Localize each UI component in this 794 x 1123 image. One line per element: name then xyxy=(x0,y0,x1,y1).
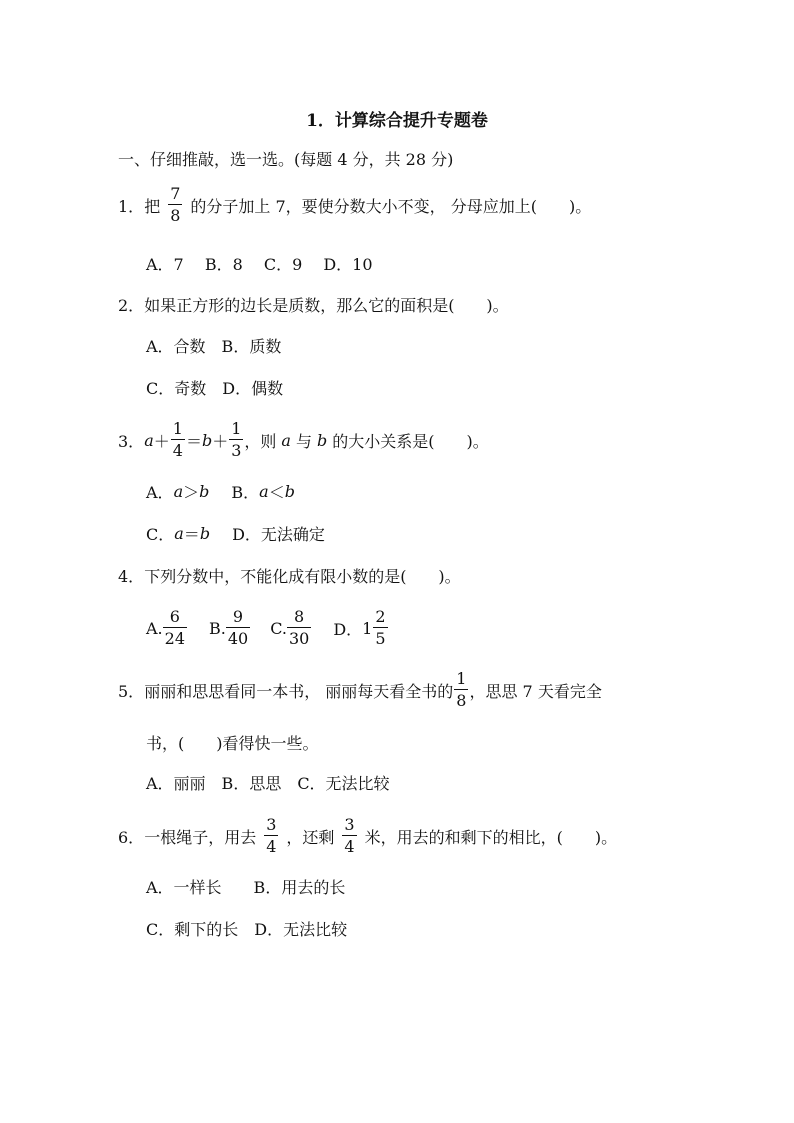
fraction xyxy=(454,671,468,709)
question-text: 的大小关系是( )。 xyxy=(332,431,489,451)
question-2 xyxy=(118,289,509,319)
question-text: ，还剩 xyxy=(286,827,335,847)
numerator: 1 xyxy=(172,419,183,438)
question-text: 如果正方形的边长是质数，那么它的面积是( )。 xyxy=(144,295,509,315)
plus-sign: ＋ xyxy=(212,431,229,451)
question-2-options-row-1: A．合数 B．质数 xyxy=(146,336,282,356)
denominator: 3 xyxy=(231,441,242,460)
option-label: A． xyxy=(146,482,174,502)
denominator: 30 xyxy=(288,629,310,648)
denominator: 24 xyxy=(164,629,185,648)
equals-sign: ＝ xyxy=(185,431,202,451)
variable-b: b xyxy=(199,481,210,501)
fraction xyxy=(287,609,311,647)
section-heading: 一、仔细推敲，选一选。(每题 4 分，共 28 分) xyxy=(118,149,454,169)
denominator: 4 xyxy=(172,441,183,460)
option-label: A. xyxy=(146,618,163,638)
question-text: 米，用去的和剩下的相比，( )。 xyxy=(364,827,618,847)
variable-b: b xyxy=(316,430,328,450)
fraction xyxy=(229,421,243,459)
whole-number: 1 xyxy=(362,618,373,638)
numerator: 9 xyxy=(232,607,244,626)
question-number: 6． xyxy=(118,827,145,847)
question-5-options: A．丽丽 B．思思 C．无法比较 xyxy=(146,773,390,793)
question-text: 一根绳子，用去 xyxy=(144,827,257,847)
question-1 xyxy=(118,182,591,228)
question-1-options: A．7 B．8 C．9 D．10 xyxy=(146,254,373,274)
numerator: 3 xyxy=(266,815,277,834)
numerator: 2 xyxy=(375,607,386,626)
question-4-options xyxy=(146,605,388,651)
question-text: 把 xyxy=(144,196,161,216)
variable-b: b xyxy=(201,430,213,450)
question-5 xyxy=(118,667,602,713)
option-label: C. xyxy=(270,618,287,638)
fraction xyxy=(171,421,185,459)
denominator: 5 xyxy=(375,629,386,648)
fraction xyxy=(264,817,278,855)
question-6-options-row-1: A．一样长 B．用去的长 xyxy=(146,877,346,897)
plus-sign: ＋ xyxy=(153,431,170,451)
question-number: 4． xyxy=(118,566,145,586)
question-text: 与 xyxy=(295,431,312,451)
variable-a: a xyxy=(259,481,269,501)
question-3-options-row-2 xyxy=(146,518,325,548)
question-text: ，思思 7 天看完全 xyxy=(469,681,602,701)
option-label: D． xyxy=(333,619,363,639)
numerator: 1 xyxy=(231,419,242,438)
question-4 xyxy=(118,560,461,590)
numerator: 6 xyxy=(169,607,180,626)
question-number: 1． xyxy=(118,196,145,216)
question-number: 3． xyxy=(118,431,145,451)
question-number: 5． xyxy=(118,681,145,701)
question-3-options-row-1 xyxy=(146,476,295,506)
option-text: D．无法确定 xyxy=(232,524,325,544)
page-title: 1．计算综合提升专题卷 xyxy=(306,111,488,131)
question-2-options-row-2: C．奇数 D．偶数 xyxy=(146,378,284,398)
fraction xyxy=(163,609,187,647)
denominator: 8 xyxy=(456,691,467,710)
variable-a: a xyxy=(174,523,184,543)
variable-b: b xyxy=(284,481,295,501)
question-text: 的分子加上 7，要使分数大小不变， 分母应加上( )。 xyxy=(190,196,592,216)
denominator: 40 xyxy=(227,629,249,648)
fraction xyxy=(226,609,250,647)
question-text: 下列分数中，不能化成有限小数的是( )。 xyxy=(144,566,461,586)
denominator: 4 xyxy=(344,837,355,856)
denominator: 8 xyxy=(170,206,181,225)
option-label: B． xyxy=(231,482,260,502)
variable-a: a xyxy=(173,481,184,501)
numerator: 8 xyxy=(294,607,305,626)
denominator: 4 xyxy=(266,837,277,856)
question-text: 丽丽和思思看同一本书， 丽丽每天看全书的 xyxy=(144,681,454,701)
fraction xyxy=(373,609,387,647)
comparison-sign: ＜ xyxy=(268,482,285,502)
numerator: 7 xyxy=(170,184,181,203)
question-5-continuation: 书，( )看得快一些。 xyxy=(146,733,319,753)
question-number: 2． xyxy=(118,295,145,315)
numerator: 1 xyxy=(456,669,467,688)
option-label: B. xyxy=(209,618,226,638)
fraction xyxy=(342,817,356,855)
variable-a: a xyxy=(144,430,154,450)
question-text: ，则 xyxy=(244,431,277,451)
comparison-sign: ＞ xyxy=(183,482,200,502)
variable-a: a xyxy=(281,430,291,450)
question-6-options-row-2: C．剩下的长 D．无法比较 xyxy=(146,919,348,939)
variable-b: b xyxy=(199,523,211,543)
numerator: 3 xyxy=(344,815,355,834)
comparison-sign: ＝ xyxy=(183,524,200,544)
question-3 xyxy=(118,417,489,463)
question-6 xyxy=(118,813,617,859)
option-label: C． xyxy=(146,524,175,544)
fraction xyxy=(168,186,182,224)
